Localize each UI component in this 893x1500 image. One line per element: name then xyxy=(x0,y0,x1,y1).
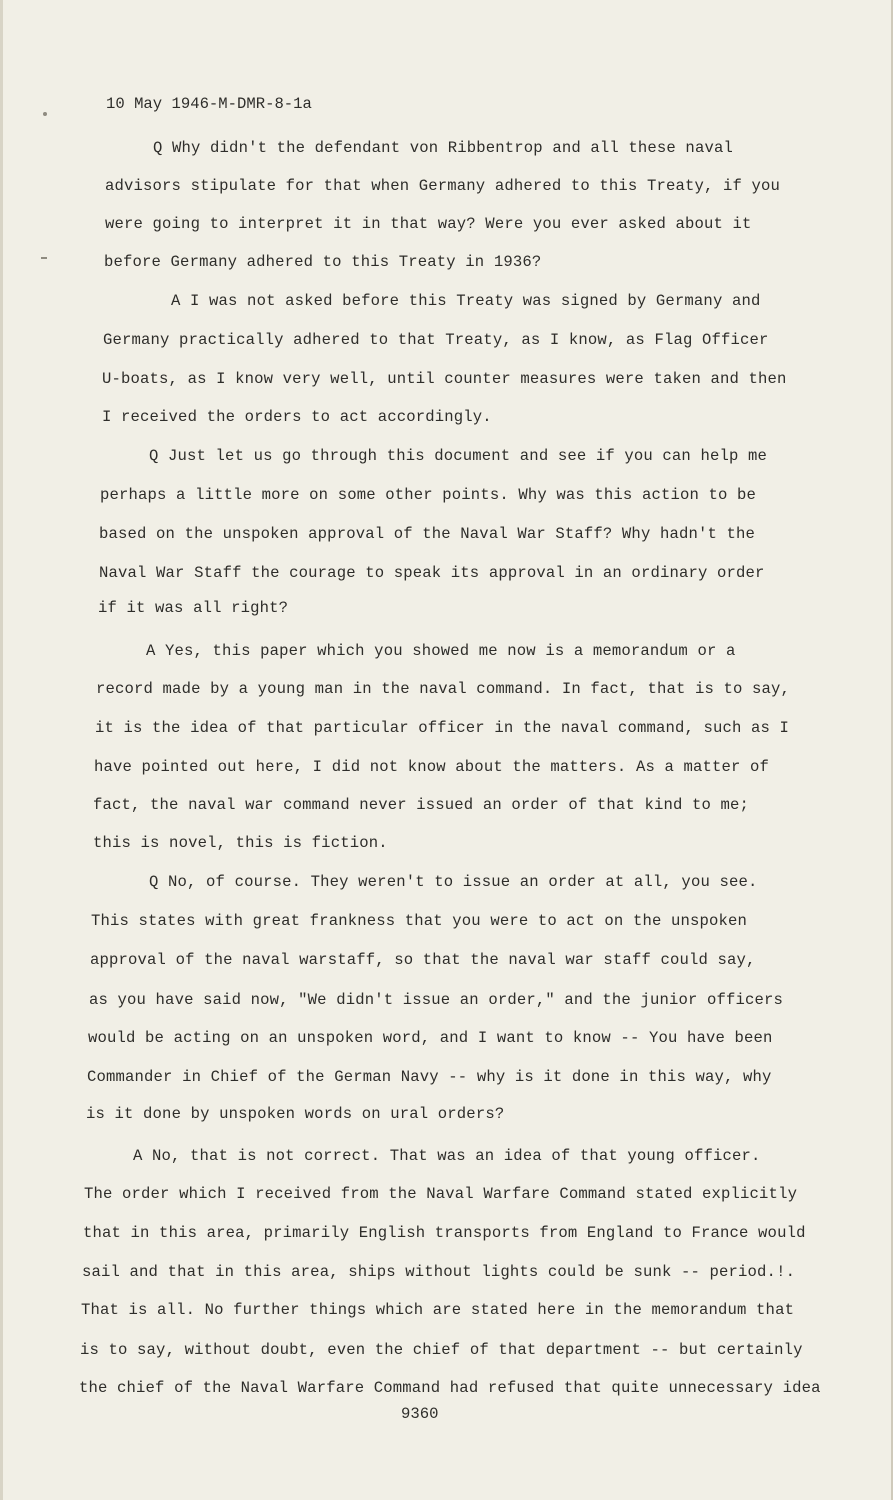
text-line: based on the unspoken approval of the Naval War Staff? Why hadn't the xyxy=(99,525,756,543)
text-line: advisors stipulate for that when Germany adhered to this Treaty, if you xyxy=(105,177,781,195)
text-line: this is novel, this is fiction. xyxy=(93,834,388,852)
text-line: Naval War Staff the courage to speak its approval in an ordinary order xyxy=(99,564,765,582)
text-line: is it done by unspoken words on ural orders? xyxy=(86,1105,505,1123)
text-line: record made by a young man in the naval command. In fact, that is to say, xyxy=(96,680,791,698)
text-line: That is all. No further things which are stated here in the memorandum that xyxy=(81,1301,795,1319)
text-line: would be acting on an unspoken word, and I want to know -- You have been xyxy=(88,1029,773,1047)
text-line: before Germany adhered to this Treaty in 1936? xyxy=(104,253,542,271)
text-line: Germany practically adhered to that Treaty, as I know, as Flag Officer xyxy=(103,331,769,349)
text-line: perhaps a little more on some other points. Why was this action to be xyxy=(100,486,757,504)
text-line: it is the idea of that particular officer in the naval command, such as I xyxy=(95,719,790,737)
text-line: U-boats, as I know very well, until counter measures were taken and then xyxy=(102,370,787,388)
text-line: Q No, of course. They weren't to issue an order at all, you see. xyxy=(149,873,758,891)
text-line: I received the orders to act accordingly. xyxy=(102,408,492,426)
text-line: the chief of the Naval Warfare Command had refused that quite unnecessary idea xyxy=(79,1379,821,1397)
text-line: A Yes, this paper which you showed me now is a memorandum or a xyxy=(146,642,736,660)
text-line: is to say, without doubt, even the chief of that department -- but certainly xyxy=(80,1341,803,1359)
text-line: A I was not asked before this Treaty was signed by Germany and xyxy=(171,292,761,310)
text-line: if it was all right? xyxy=(98,599,289,617)
text-line: sail and that in this area, ships without lights could be sunk -- period.!. xyxy=(82,1263,796,1281)
margin-dash-mark xyxy=(41,257,47,259)
text-line: Q Why didn't the defendant von Ribbentrop and all these naval xyxy=(153,139,733,157)
text-line: This states with great frankness that you were to act on the unspoken xyxy=(91,912,748,930)
text-line: approval of the naval warstaff, so that the naval war staff could say, xyxy=(90,951,756,969)
text-line: fact, the naval war command never issued an order of that kind to me; xyxy=(93,796,750,814)
margin-dot-mark xyxy=(43,112,47,116)
text-line: Commander in Chief of the German Navy -- why is it done in this way, why xyxy=(87,1068,772,1086)
text-line: A No, that is not correct. That was an idea of that young officer. xyxy=(133,1147,761,1165)
text-line: Q Just let us go through this document and see if you can help me xyxy=(149,447,768,465)
text-line: as you have said now, "We didn't issue an order," and the junior officers xyxy=(89,991,784,1009)
text-line: have pointed out here, I did not know about the matters. As a matter of xyxy=(94,758,770,776)
text-line: were going to interpret it in that way? Were you ever asked about it xyxy=(105,215,752,233)
page-number: 9360 xyxy=(401,1405,439,1423)
document-reference: 10 May 1946-M-DMR-8-1a xyxy=(106,95,312,113)
text-line: The order which I received from the Naval Warfare Command stated explicitly xyxy=(84,1185,798,1203)
text-line: that in this area, primarily English transports from England to France would xyxy=(83,1224,806,1242)
